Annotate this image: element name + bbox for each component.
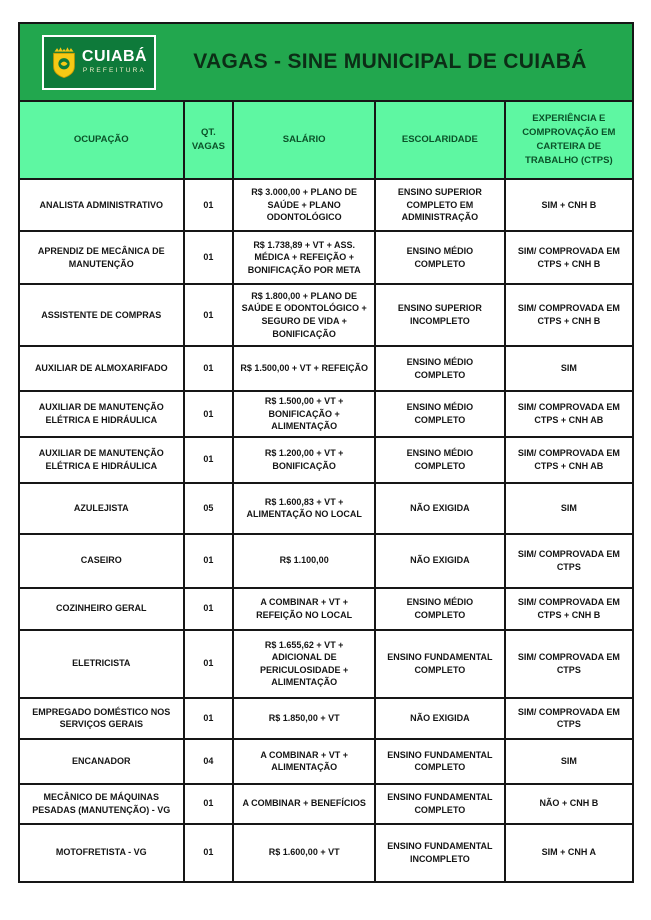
- salary-cell: R$ 3.000,00 + PLANO DE SAÚDE + PLANO ODONTOLÓGICO: [233, 179, 375, 231]
- column-header: QT. VAGAS: [184, 101, 234, 179]
- qty-cell: 01: [184, 784, 234, 824]
- table-row: [19, 534, 633, 588]
- qty-cell: 01: [184, 630, 234, 698]
- occupation-cell: AUXILIAR DE ALMOXARIFADO: [19, 346, 184, 391]
- salary-cell: R$ 1.800,00 + PLANO DE SAÚDE E ODONTOLÓGICO + SEGURO DE VIDA + BONIFICAÇÃO: [233, 284, 375, 346]
- education-cell: ENSINO MÉDIO COMPLETO: [375, 231, 505, 284]
- experience-cell: SIM/ COMPROVADA EM CTPS + CNH AB: [505, 437, 633, 483]
- education-cell: ENSINO MÉDIO COMPLETO: [375, 437, 505, 483]
- logo-text: [82, 49, 147, 75]
- qty-cell: 01: [184, 534, 234, 588]
- education-cell: ENSINO FUNDAMENTAL INCOMPLETO: [375, 824, 505, 882]
- education-cell: ENSINO FUNDAMENTAL COMPLETO: [375, 630, 505, 698]
- education-cell: ENSINO SUPERIOR INCOMPLETO: [375, 284, 505, 346]
- table-body: [19, 179, 633, 882]
- experience-cell: SIM/ COMPROVADA EM CTPS: [505, 630, 633, 698]
- experience-cell: SIM/ COMPROVADA EM CTPS + CNH B: [505, 588, 633, 630]
- column-header: EXPERIÊNCIA E COMPROVAÇÃO EM CARTEIRA DE TRABALHO (CTPS): [505, 101, 633, 179]
- table-row: [19, 391, 633, 437]
- experience-cell: SIM + CNH B: [505, 179, 633, 231]
- salary-cell: R$ 1.500,00 + VT + REFEIÇÃO: [233, 346, 375, 391]
- experience-cell: NÃO + CNH B: [505, 784, 633, 824]
- qty-cell: 01: [184, 698, 234, 739]
- education-cell: ENSINO SUPERIOR COMPLETO EM ADMINISTRAÇÃO: [375, 179, 505, 231]
- column-header: OCUPAÇÃO: [19, 101, 184, 179]
- logo-city-name: CUIABÁ: [81, 48, 148, 66]
- occupation-cell: ELETRICISTA: [19, 630, 184, 698]
- experience-cell: SIM/ COMPROVADA EM CTPS: [505, 534, 633, 588]
- occupation-cell: CASEIRO: [19, 534, 184, 588]
- qty-cell: 01: [184, 231, 234, 284]
- experience-cell: SIM/ COMPROVADA EM CTPS + CNH AB: [505, 391, 633, 437]
- occupation-cell: ANALISTA ADMINISTRATIVO: [19, 179, 184, 231]
- table-row: [19, 588, 633, 630]
- vacancies-table: [18, 100, 634, 883]
- table-row: [19, 698, 633, 739]
- cuiaba-prefeitura-logo: [42, 35, 156, 90]
- table-row: [19, 824, 633, 882]
- table-row: [19, 179, 633, 231]
- table-row: [19, 784, 633, 824]
- occupation-cell: EMPREGADO DOMÉSTICO NOS SERVIÇOS GERAIS: [19, 698, 184, 739]
- table-head: [19, 101, 633, 179]
- occupation-cell: ENCANADOR: [19, 739, 184, 784]
- salary-cell: R$ 1.600,00 + VT: [233, 824, 375, 882]
- table-row: [19, 284, 633, 346]
- occupation-cell: MECÂNICO DE MÁQUINAS PESADAS (MANUTENÇÃO) - VG: [19, 784, 184, 824]
- qty-cell: 01: [184, 824, 234, 882]
- table-row: [19, 630, 633, 698]
- table-row: [19, 346, 633, 391]
- salary-cell: A COMBINAR + VT + REFEIÇÃO NO LOCAL: [233, 588, 375, 630]
- qty-cell: 05: [184, 483, 234, 534]
- education-cell: NÃO EXIGIDA: [375, 483, 505, 534]
- table-row: [19, 483, 633, 534]
- education-cell: ENSINO FUNDAMENTAL COMPLETO: [375, 784, 505, 824]
- occupation-cell: AUXILIAR DE MANUTENÇÃO ELÉTRICA E HIDRÁULICA: [19, 437, 184, 483]
- city-crest-icon: [51, 45, 77, 79]
- education-cell: NÃO EXIGIDA: [375, 698, 505, 739]
- education-cell: ENSINO MÉDIO COMPLETO: [375, 588, 505, 630]
- qty-cell: 01: [184, 437, 234, 483]
- page-title: VAGAS - SINE MUNICIPAL DE CUIABÁ: [193, 50, 587, 73]
- occupation-cell: AZULEJISTA: [19, 483, 184, 534]
- table-row: [19, 231, 633, 284]
- occupation-cell: APRENDIZ DE MECÂNICA DE MANUTENÇÃO: [19, 231, 184, 284]
- salary-cell: R$ 1.850,00 + VT: [233, 698, 375, 739]
- logo-subtitle: PREFEITURA: [82, 67, 147, 75]
- education-cell: NÃO EXIGIDA: [375, 534, 505, 588]
- education-cell: ENSINO FUNDAMENTAL COMPLETO: [375, 739, 505, 784]
- occupation-cell: MOTOFRETISTA - VG: [19, 824, 184, 882]
- qty-cell: 01: [184, 346, 234, 391]
- qty-cell: 01: [184, 588, 234, 630]
- qty-cell: 01: [184, 179, 234, 231]
- column-header: SALÁRIO: [233, 101, 375, 179]
- experience-cell: SIM/ COMPROVADA EM CTPS + CNH B: [505, 284, 633, 346]
- salary-cell: A COMBINAR + VT + ALIMENTAÇÃO: [233, 739, 375, 784]
- salary-cell: R$ 1.738,89 + VT + ASS. MÉDICA + REFEIÇÃO + BONIFICAÇÃO POR META: [233, 231, 375, 284]
- salary-cell: R$ 1.200,00 + VT + BONIFICAÇÃO: [233, 437, 375, 483]
- qty-cell: 01: [184, 284, 234, 346]
- qty-cell: 01: [184, 391, 234, 437]
- table-header-row: [19, 101, 633, 179]
- salary-cell: R$ 1.600,83 + VT + ALIMENTAÇÃO NO LOCAL: [233, 483, 375, 534]
- table-row: [19, 739, 633, 784]
- occupation-cell: COZINHEIRO GERAL: [19, 588, 184, 630]
- education-cell: ENSINO MÉDIO COMPLETO: [375, 346, 505, 391]
- header-band: [18, 22, 634, 100]
- experience-cell: SIM: [505, 739, 633, 784]
- salary-cell: A COMBINAR + BENEFÍCIOS: [233, 784, 375, 824]
- table-row: [19, 437, 633, 483]
- occupation-cell: ASSISTENTE DE COMPRAS: [19, 284, 184, 346]
- experience-cell: SIM: [505, 483, 633, 534]
- education-cell: ENSINO MÉDIO COMPLETO: [375, 391, 505, 437]
- salary-cell: R$ 1.655,62 + VT + ADICIONAL DE PERICULOSIDADE + ALIMENTAÇÃO: [233, 630, 375, 698]
- occupation-cell: AUXILIAR DE MANUTENÇÃO ELÉTRICA E HIDRÁULICA: [19, 391, 184, 437]
- experience-cell: SIM/ COMPROVADA EM CTPS: [505, 698, 633, 739]
- salary-cell: R$ 1.500,00 + VT + BONIFICAÇÃO + ALIMENTAÇÃO: [233, 391, 375, 437]
- experience-cell: SIM: [505, 346, 633, 391]
- column-header: ESCOLARIDADE: [375, 101, 505, 179]
- qty-cell: 04: [184, 739, 234, 784]
- experience-cell: SIM/ COMPROVADA EM CTPS + CNH B: [505, 231, 633, 284]
- experience-cell: SIM + CNH A: [505, 824, 633, 882]
- salary-cell: R$ 1.100,00: [233, 534, 375, 588]
